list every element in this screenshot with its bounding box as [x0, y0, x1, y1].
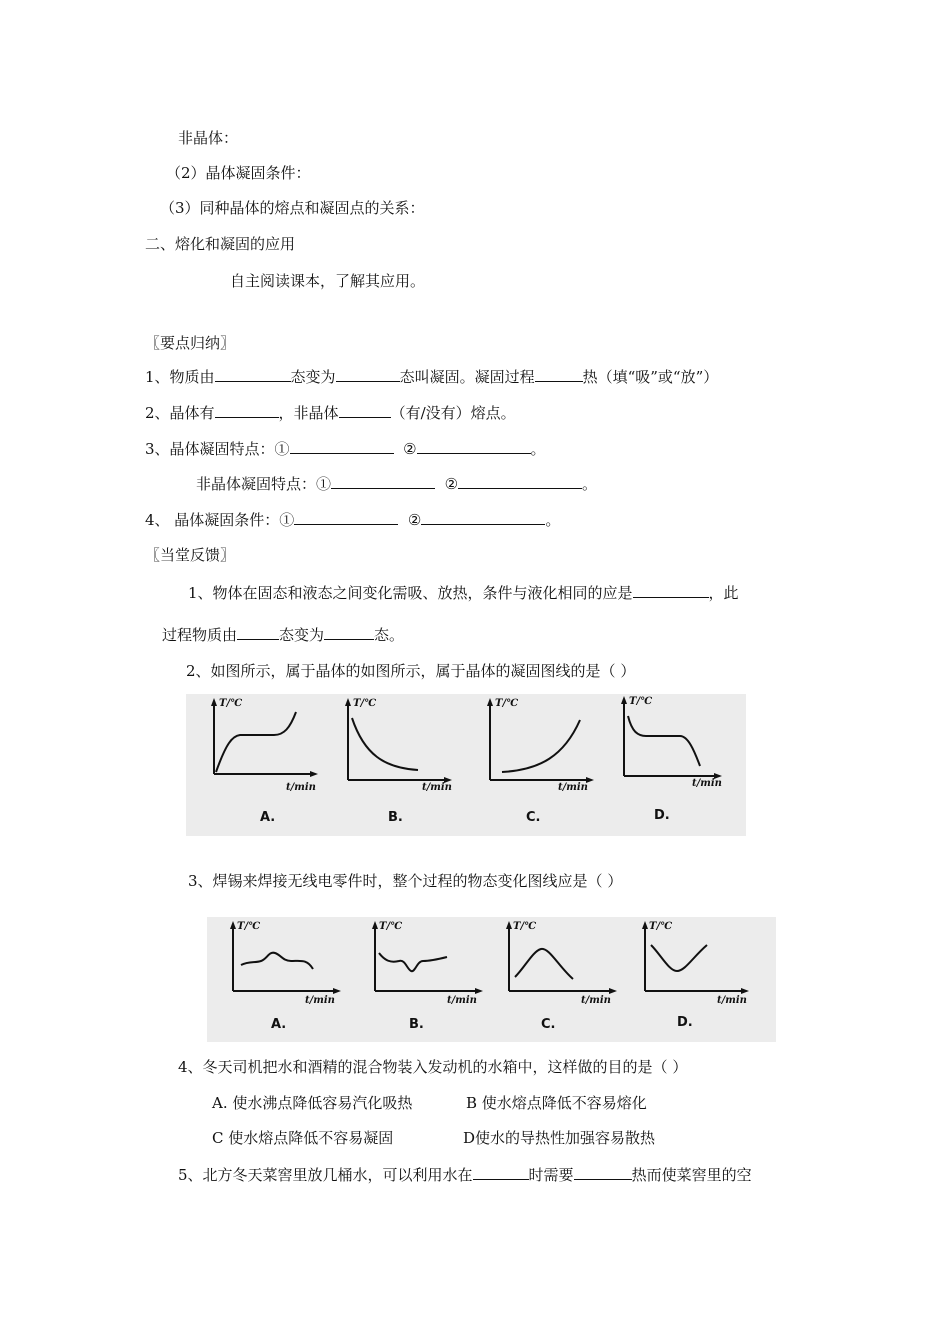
- graph-d-svg: [614, 694, 754, 834]
- key-point-1: 1、物质由 态变为 态叫凝固。凝固过程 热（填“吸”或“放”）: [145, 368, 719, 386]
- graph-panel-b: [338, 694, 478, 834]
- option-label: A.: [271, 1017, 287, 1032]
- graph-panel-a: [225, 917, 365, 1057]
- x-axis-label: t/min: [447, 995, 477, 1006]
- y-axis-label: T/℃: [649, 921, 673, 932]
- curve-c: [515, 949, 573, 979]
- figure-soldering-curves: [207, 917, 776, 1042]
- y-axis-label: T/℃: [513, 921, 537, 932]
- curve-b: [379, 953, 447, 971]
- question-3: 3、焊锡来焊接无线电零件时，整个过程的物态变化图线应是（ ）: [188, 872, 623, 890]
- blank[interactable]: [237, 625, 279, 640]
- option-label: D.: [677, 1015, 693, 1030]
- x-axis-label: t/min: [305, 995, 335, 1006]
- key-point-3b: 非晶体凝固特点：① ② 。: [196, 475, 598, 493]
- y-axis-label: T/℃: [353, 698, 377, 709]
- key-point-4: 4、 晶体凝固条件：① ② 。: [145, 511, 561, 529]
- question-4: 4、冬天司机把水和酒精的混合物装入发动机的水箱中，这样做的目的是（ ）: [178, 1058, 688, 1076]
- blank[interactable]: [336, 367, 400, 382]
- blank[interactable]: [417, 439, 531, 454]
- option-label: A.: [260, 810, 276, 825]
- y-axis-label: T/℃: [237, 921, 261, 932]
- graph-panel-d: [637, 917, 777, 1057]
- heading-key-points: 〖要点归纳〗: [145, 334, 236, 352]
- option-label: D.: [654, 808, 670, 823]
- curve-a: [241, 953, 313, 969]
- figure-solidification-curves: [186, 694, 746, 836]
- graph-b-svg: [367, 917, 507, 1057]
- graph-d-svg: [637, 917, 777, 1057]
- blank[interactable]: [473, 1165, 529, 1180]
- blank[interactable]: [339, 403, 391, 418]
- x-axis-label: t/min: [286, 782, 316, 793]
- graph-panel-d: [614, 694, 754, 834]
- y-axis-label: T/℃: [219, 698, 243, 709]
- blank[interactable]: [324, 625, 374, 640]
- y-axis-label: T/℃: [629, 696, 653, 707]
- blank[interactable]: [535, 367, 583, 382]
- blank[interactable]: [458, 474, 582, 489]
- graph-panel-b: [367, 917, 507, 1057]
- option-label: B.: [409, 1017, 424, 1032]
- graph-panel-a: [204, 694, 344, 834]
- curve-a: [216, 712, 296, 772]
- y-axis-label: T/℃: [495, 698, 519, 709]
- section-heading-application: 二、熔化和凝固的应用: [145, 235, 296, 253]
- option-label: C.: [526, 810, 541, 825]
- line-amorphous: 非晶体：: [178, 129, 239, 147]
- x-axis-label: t/min: [581, 995, 611, 1006]
- line-crystal-solidify-condition: （2）晶体凝固条件：: [166, 164, 311, 182]
- question-2: 2、如图所示，属于晶体的如图所示，属于晶体的凝固图线的是（ ）: [186, 662, 636, 680]
- graph-panel-c: [480, 694, 620, 834]
- x-axis-label: t/min: [692, 778, 722, 789]
- option-label: B.: [388, 810, 403, 825]
- blank[interactable]: [290, 439, 394, 454]
- graph-panel-c: [501, 917, 641, 1057]
- blank[interactable]: [294, 510, 398, 525]
- curve-b: [352, 718, 418, 770]
- blank[interactable]: [331, 474, 435, 489]
- blank[interactable]: [215, 367, 291, 382]
- curve-d: [628, 716, 700, 766]
- question-5: 5、北方冬天菜窖里放几桶水，可以利用水在 时需要 热而使菜窖里的空: [178, 1166, 752, 1184]
- x-axis-label: t/min: [717, 995, 747, 1006]
- graph-c-svg: [501, 917, 641, 1057]
- line-melting-freezing-relation: （3）同种晶体的熔点和凝固点的关系：: [160, 199, 425, 217]
- heading-feedback: 〖当堂反馈〗: [145, 546, 236, 564]
- option-4b: B 使水熔点降低不容易熔化: [466, 1094, 647, 1112]
- graph-a-svg: [225, 917, 365, 1057]
- x-axis-label: t/min: [422, 782, 452, 793]
- blank[interactable]: [421, 510, 545, 525]
- x-axis-label: t/min: [558, 782, 588, 793]
- option-4a: A. 使水沸点降低容易汽化吸热: [212, 1094, 413, 1112]
- question-1-cont: 过程物质由 态变为 态。: [162, 626, 405, 644]
- line-self-read: 自主阅读课本，了解其应用。: [230, 272, 426, 290]
- blank[interactable]: [574, 1165, 632, 1180]
- y-axis-label: T/℃: [379, 921, 403, 932]
- option-4d: D使水的导热性加强容易散热: [463, 1129, 656, 1147]
- option-label: C.: [541, 1017, 556, 1032]
- blank[interactable]: [633, 583, 709, 598]
- curve-c: [502, 720, 580, 772]
- option-4c: C 使水熔点降低不容易凝固: [212, 1129, 394, 1147]
- graph-c-svg: [480, 694, 620, 834]
- curve-d: [651, 945, 707, 971]
- key-point-2: 2、晶体有 ，非晶体 （有/没有）熔点。: [145, 404, 516, 422]
- key-point-3: 3、晶体凝固特点：① ② 。: [145, 440, 546, 458]
- question-1: 1、物体在固态和液态之间变化需吸、放热，条件与液化相同的应是 ，此: [188, 584, 739, 602]
- blank[interactable]: [215, 403, 279, 418]
- graph-b-svg: [338, 694, 478, 834]
